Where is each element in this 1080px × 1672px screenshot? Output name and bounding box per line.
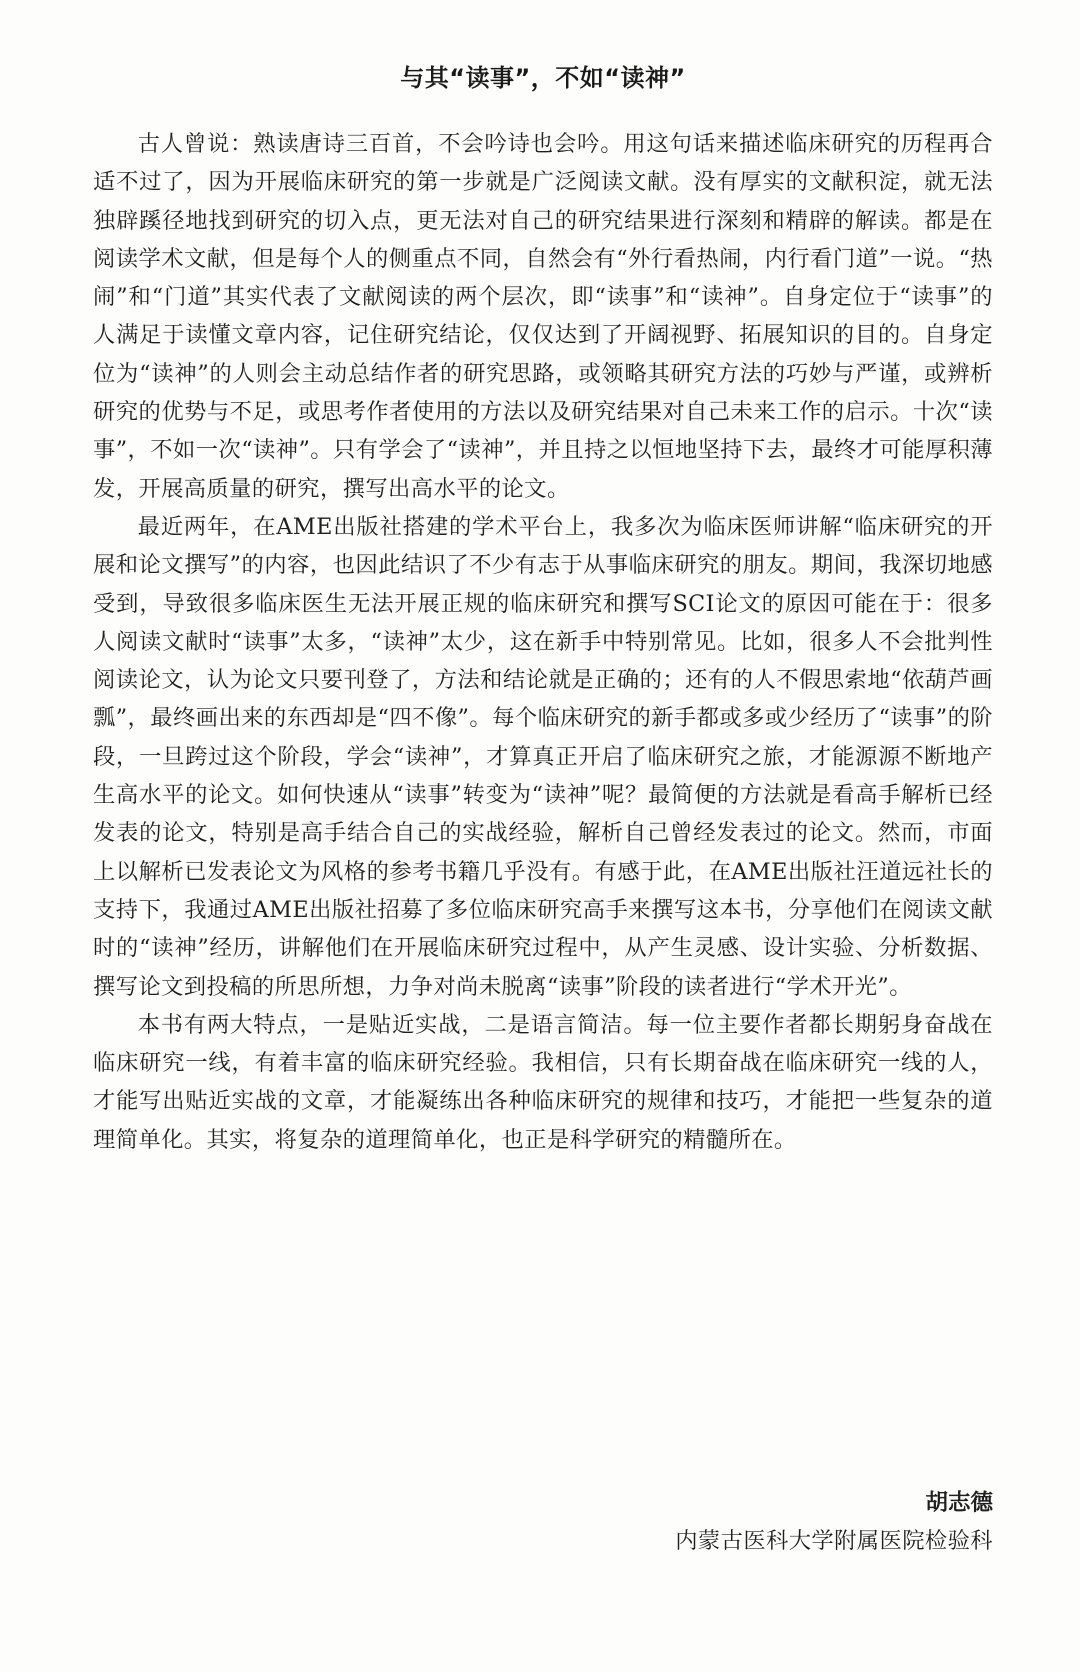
signature-block [675,1485,993,1561]
paragraph: 本书有两大特点，一是贴近实战，二是语言简洁。每一位主要作者都长期躬身奋战在临床研究一线，有着丰富的临床研究经验。我相信，只有长期奋战在临床研究一线的人，才能写出贴近实战的文章，才能凝练出各种临床研究的规律和技巧，才能把一些复杂的道理简单化。其实，将复杂的道理简单化，也正是科学研究的精髓所在。 [93,1011,993,1153]
paragraph: 古人曾说：熟读唐诗三百首，不会吟诗也会吟。用这句话来描述临床研究的历程再合适不过了，因为开展临床研究的第一步就是广泛阅读文献。没有厚实的文献积淀，就无法独辟蹊径地找到研究的切入点，更无法对自己的研究结果进行深刻和精辟的解读。都是在阅读学术文献，但是每个人的侧重点不同，自然会有“外行看热闹，内行看门道”一说。“热闹”和“门道”其实代表了文献阅读的两个层次，即“读事”和“读神”。自身定位于“读事”的人满足于读懂文章内容，记住研究结论，仅仅达到了开阔视野、拓展知识的目的。自身定位为“读神”的人则会主动总结作者的研究思路，或领略其研究方法的巧妙与严谨，或辨析研究的优势与不足，或思考作者使用的方法以及研究结果对自己未来工作的启示。十次“读事”，不如一次“读神”。只有学会了“读神”，并且持之以恒地坚持下去，最终才可能厚积薄发，开展高质量的研究，撰写出高水平的论文。 [93,131,993,502]
document-title: 与其“读事”，不如“读神” [400,64,686,92]
document-page [93,60,993,1660]
paragraph: 最近两年，在AME出版社搭建的学术平台上，我多次为临床医师讲解“临床研究的开展和论文撰写”的内容，也因此结识了不少有志于从事临床研究的朋友。期间，我深切地感受到，导致很多临床医生无法开展正规的临床研究和撰写SCI论文的原因可能在于：很多人阅读文献时“读事”太多，“读神”太少，这在新手中特别常见。比如，很多人不会批判性阅读论文，认为论文只要刊登了，方法和结论就是正确的；还有的人不假思索地“依葫芦画瓢”，最终画出来的东西却是“四不像”。每个临床研究的新手都或多或少经历了“读事”的阶段，一旦跨过这个阶段，学会“读神”，才算真正开启了临床研究之旅，才能源源不断地产生高水平的论文。如何快速从“读事”转变为“读神”呢？最简便的方法就是看高手解析已经发表的论文，特别是高手结合自己的实战经验，解析自己曾经发表过的论文。然而，市面上以解析已发表论文为风格的参考书籍几乎没有。有感于此，在AME出版社汪道远社长的支持下，我通过AME出版社招募了多位临床研究高手来撰写这本书，分享他们在阅读文献时的“读神”经历，讲解他们在开展临床研究过程中，从产生灵感、设计实验、分析数据、撰写论文到投稿的所思所想，力争对尚未脱离“读事”阶段的读者进行“学术开光”。 [93,513,993,1000]
author-affiliation: 内蒙古医科大学附属医院检验科 [675,1528,993,1554]
author-name: 胡志德 [925,1490,993,1516]
document-body [93,125,993,1159]
